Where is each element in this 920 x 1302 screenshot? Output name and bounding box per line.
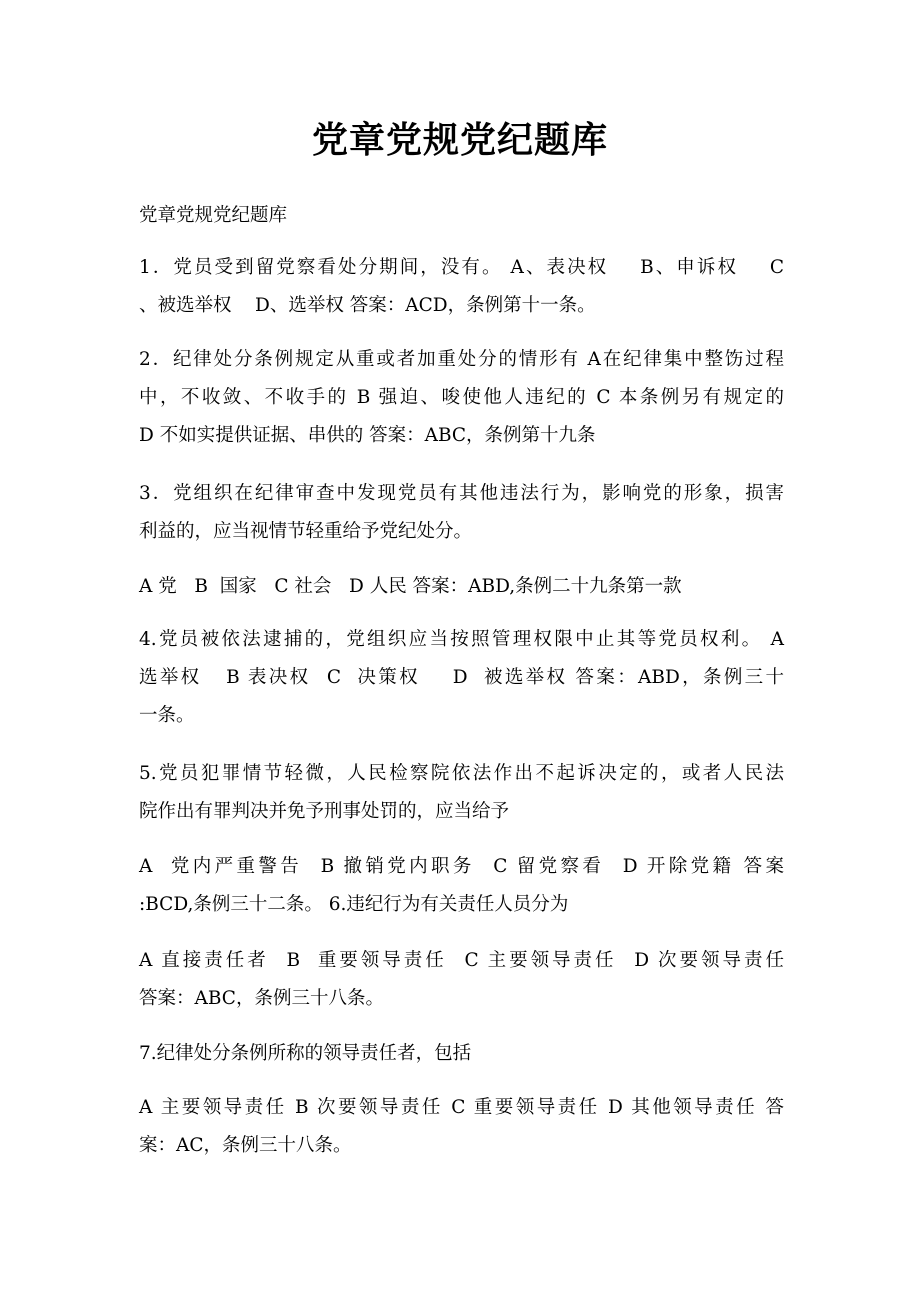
text-line: 利益的，应当视情节轻重给予党纪处分。 <box>139 521 473 542</box>
text-line: 案：AC，条例三十八条。 <box>139 1135 352 1156</box>
text-line: 4.党员被依法逮捕的，党组织应当按照管理权限中止其等党员权利。 A <box>139 629 784 650</box>
question-5 <box>139 755 784 831</box>
text-line: A 直接责任者 B 重要领导责任 C 主要领导责任 D 次要领导责任 <box>139 950 784 971</box>
text-line: 党章党规党纪题库 <box>139 205 288 226</box>
text-line: 1．党员受到留党察看处分期间，没有。 A、表决权 B、申诉权 C <box>139 257 784 278</box>
question-1 <box>139 249 784 325</box>
question-2 <box>139 341 784 455</box>
question-6-options <box>139 942 784 1018</box>
doc-title: 党章党规党纪题库 <box>311 120 608 161</box>
text-line: 院作出有罪判决并免予刑事处罚的，应当给予 <box>139 801 510 822</box>
question-3 <box>139 475 784 551</box>
text-line: 中，不收敛、不收手的 B 强迫、唆使他人违纪的 C 本条例另有规定的 <box>139 387 784 408</box>
text-line: 、被选举权 D、选举权 答案：ACD，条例第十一条。 <box>139 295 596 316</box>
question-7 <box>139 1035 784 1073</box>
text-line: :BCD,条例三十二条。 6.违纪行为有关责任人员分为 <box>139 894 569 915</box>
question-3-options <box>139 568 784 606</box>
text-line: 5.党员犯罪情节轻微，人民检察院依法作出不起诉决定的，或者人民法 <box>139 763 784 784</box>
doc-subtitle <box>139 197 784 235</box>
question-5-options <box>139 848 784 924</box>
text-line: A 党内严重警告 B 撤销党内职务 C 留党察看 D 开除党籍 答案 <box>139 856 784 877</box>
text-line: 3．党组织在纪律审查中发现党员有其他违法行为，影响党的形象，损害 <box>139 483 784 504</box>
text-line: 答案：ABC，条例三十八条。 <box>139 988 384 1009</box>
question-4 <box>139 621 784 735</box>
text-line: 2．纪律处分条例规定从重或者加重处分的情形有 A在纪律集中整饬过程 <box>139 349 784 370</box>
text-line: D 不如实提供证据、串供的 答案：ABC，条例第十九条 <box>139 425 596 446</box>
text-line: A 党 B 国家 C 社会 D 人民 答案：ABD,条例二十九条第一款 <box>139 576 682 597</box>
text-line: 选举权 B 表决权 C 决策权 D 被选举权 答案：ABD，条例三十 <box>139 667 784 688</box>
text-line: 7.纪律处分条例所称的领导责任者，包括 <box>139 1043 472 1064</box>
text-line: A 主要领导责任 B 次要领导责任 C 重要领导责任 D 其他领导责任 答 <box>139 1097 784 1118</box>
question-7-options <box>139 1089 784 1165</box>
text-line: 一条。 <box>139 705 195 726</box>
